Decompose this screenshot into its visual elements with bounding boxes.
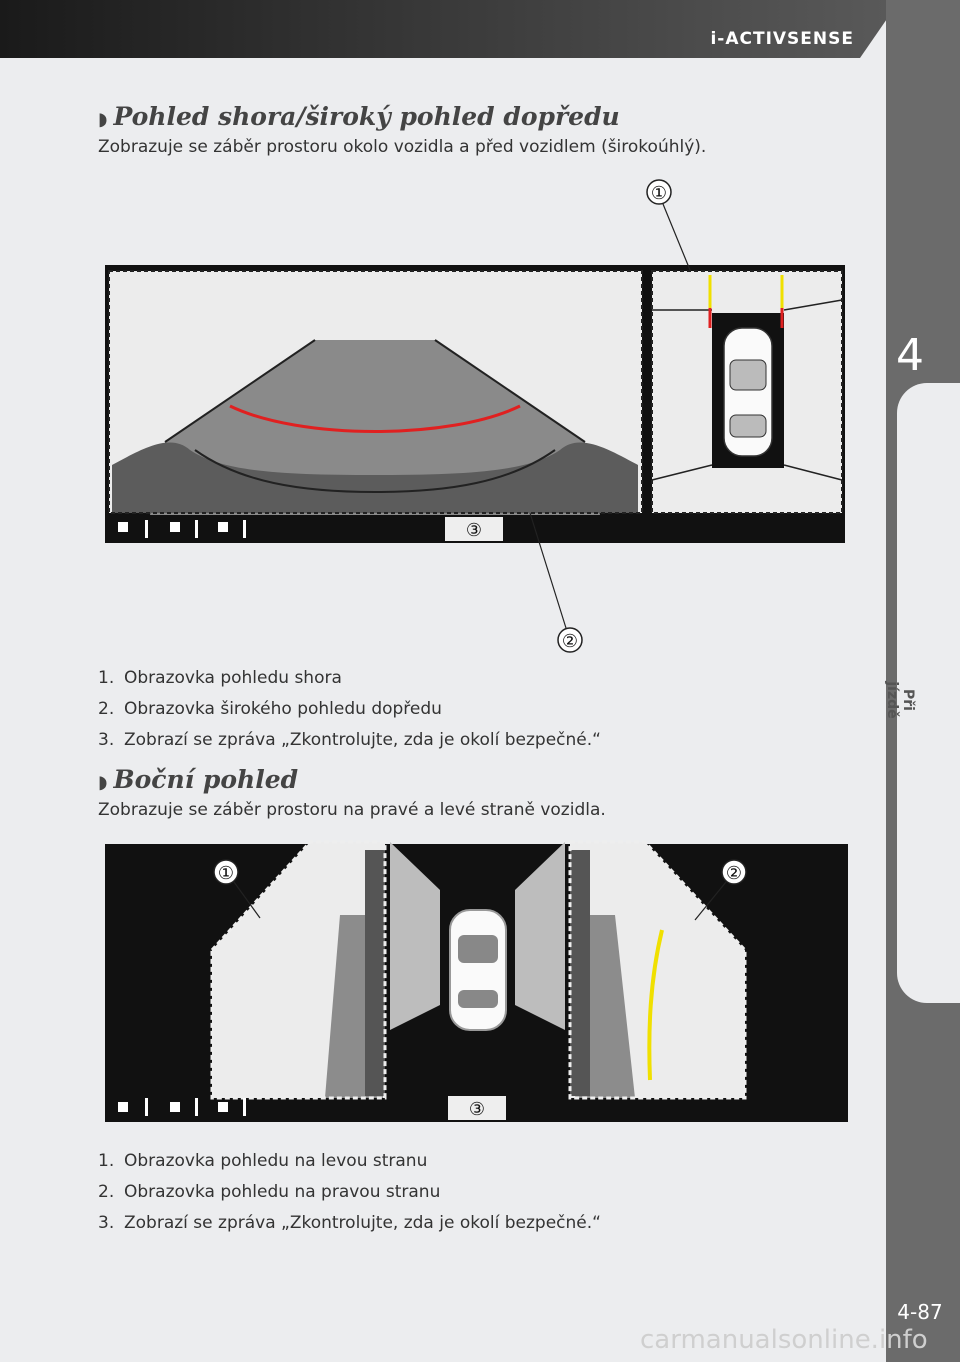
- section2-intro: Zobrazuje se záběr prostoru na pravé a levé straně vozidla.: [98, 800, 606, 820]
- side-view-illustration: [100, 830, 860, 1130]
- chapter-number: 4: [896, 330, 924, 381]
- chapter-label: Při jízdě: [884, 681, 916, 719]
- page-number: 4-87: [897, 1300, 943, 1324]
- list-item: 3. Zobrazí se zpráva „Zkontrolujte, zda je okolí bezpečné.“: [98, 1213, 601, 1233]
- list-item: 1. Obrazovka pohledu na levou stranu: [98, 1151, 428, 1171]
- top-wide-view-illustration: [100, 170, 860, 660]
- car-topview: [450, 910, 506, 1030]
- callout-3: ③: [465, 520, 483, 541]
- list-item: 2. Obrazovka širokého pohledu dopředu: [98, 699, 442, 719]
- list-item: 2. Obrazovka pohledu na pravou stranu: [98, 1182, 441, 1202]
- callout-1: ①: [217, 863, 235, 884]
- list-item: 3. Zobrazí se zpráva „Zkontrolujte, zda je okolí bezpečné.“: [98, 730, 601, 750]
- section2-heading: [98, 765, 298, 794]
- section1-heading: [98, 102, 620, 131]
- section1-list: [98, 663, 601, 756]
- section1-intro: Zobrazuje se záběr prostoru okolo vozidla a před vozidlem (širokoúhlý).: [98, 137, 707, 157]
- callout-1: ①: [650, 183, 668, 204]
- watermark: carmanualsonline.info: [640, 1325, 928, 1355]
- callout-3: ③: [468, 1099, 486, 1120]
- list-item: 1. Obrazovka pohledu shora: [98, 668, 342, 688]
- section-title: i-ACTIVSENSE: [710, 29, 854, 49]
- callout-2: ②: [725, 863, 743, 884]
- callout-2: ②: [561, 631, 579, 652]
- section2-list: [98, 1146, 601, 1239]
- section2-title: Boční pohled: [113, 765, 299, 794]
- section1-title: Pohled shora/široký pohled dopředu: [113, 102, 620, 131]
- bullet-icon: ◗: [98, 109, 108, 130]
- bullet-icon: ◗: [98, 772, 108, 793]
